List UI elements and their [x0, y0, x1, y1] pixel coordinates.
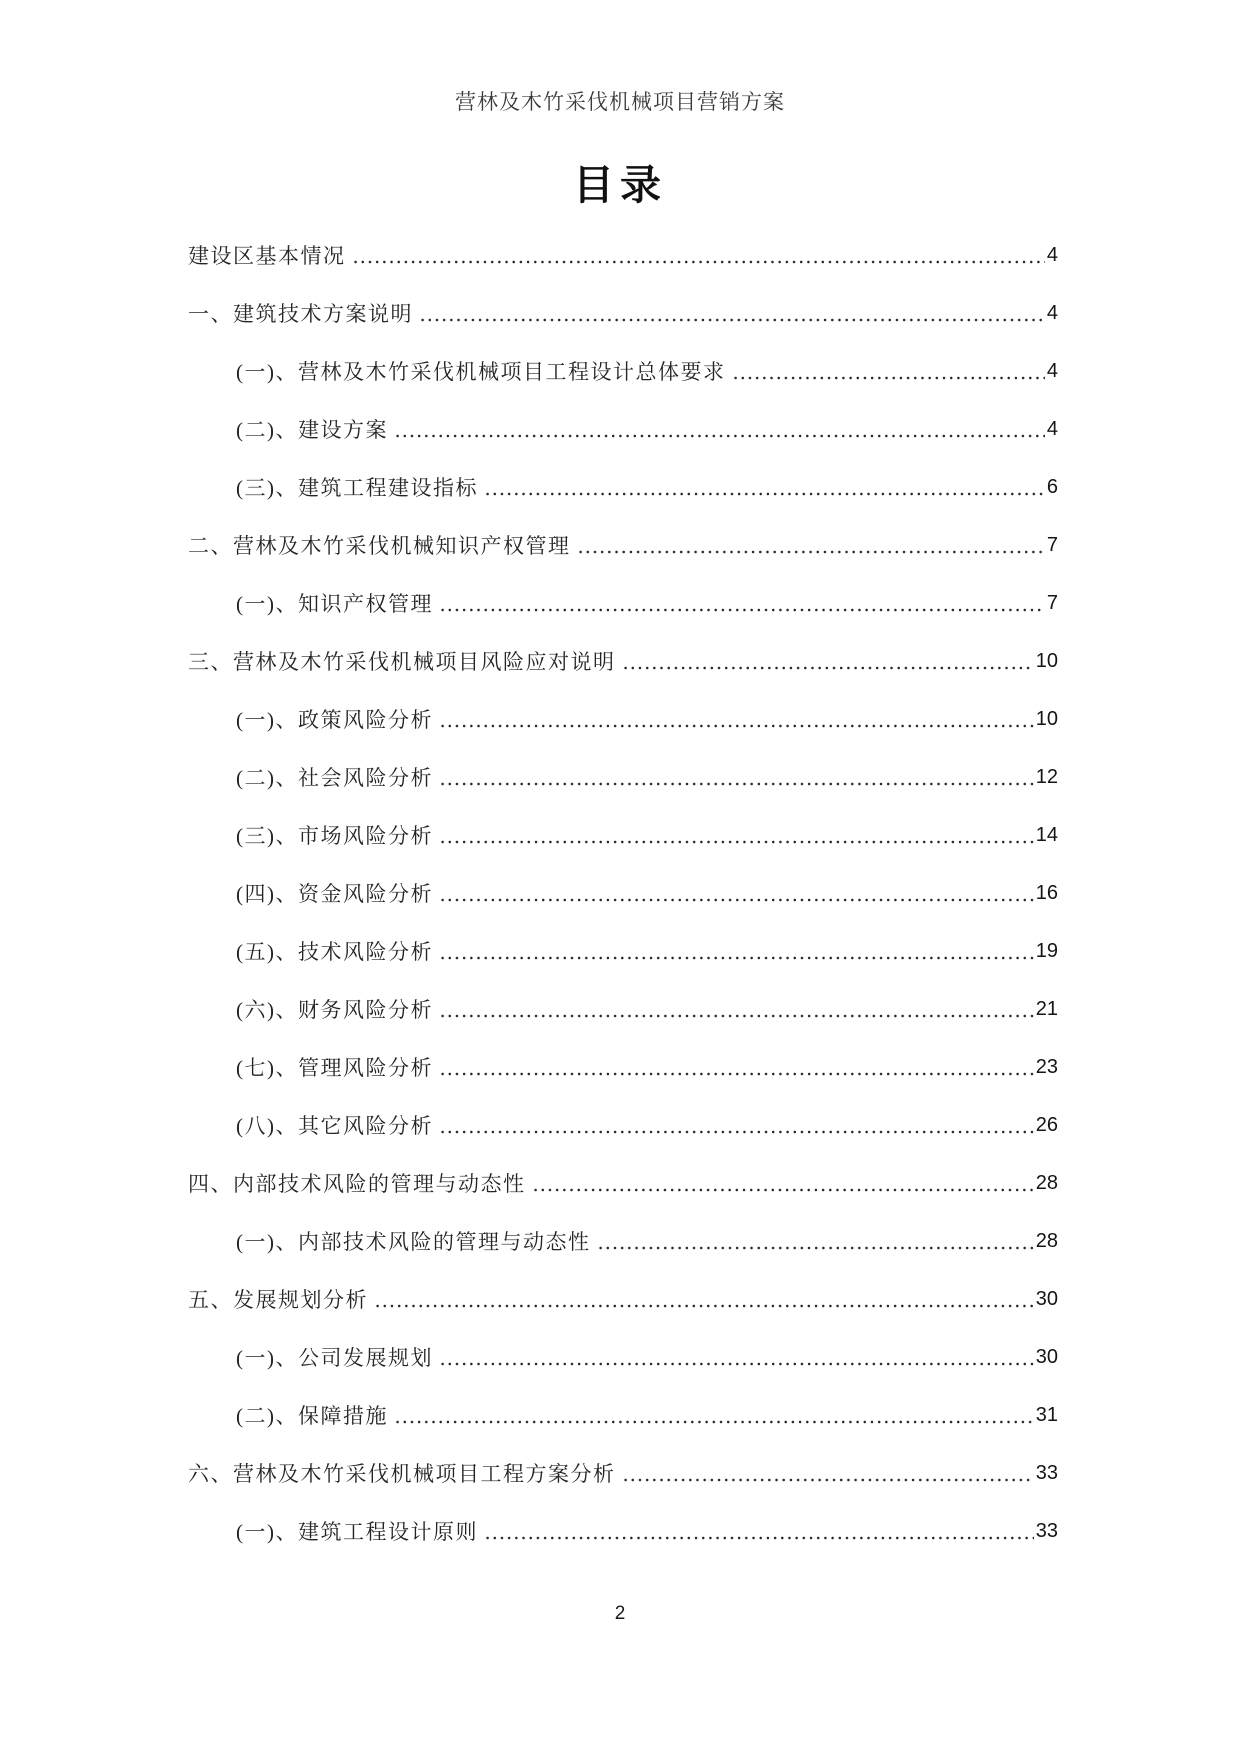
toc-entry[interactable]: [188, 806, 1058, 864]
toc-entry-label: (二)、社会风险分析: [236, 766, 433, 790]
toc-entry[interactable]: [188, 864, 1058, 922]
toc-entry-label: (二)、建设方案: [236, 418, 388, 442]
toc-dot-leader: [352, 226, 1045, 284]
toc-entry-page-number: 28: [1035, 1229, 1058, 1252]
toc-entry[interactable]: [188, 1270, 1058, 1328]
toc-entry-page-number: 14: [1035, 823, 1058, 846]
toc-entry-label: 六、营林及木竹采伐机械项目工程方案分析: [188, 1462, 616, 1486]
toc-entry-label: (一)、公司发展规划: [236, 1346, 433, 1370]
toc-entry-label: (三)、市场风险分析: [236, 824, 433, 848]
toc-entry-page-number: 31: [1035, 1403, 1058, 1426]
toc-entry-page-number: 6: [1046, 475, 1058, 498]
toc-entry[interactable]: [188, 1038, 1058, 1096]
toc-entry-label: 四、内部技术风险的管理与动态性: [188, 1172, 526, 1196]
document-header: [0, 86, 1240, 116]
footer-page-number: 2: [614, 1603, 626, 1624]
toc-entry-page-number: 4: [1046, 301, 1058, 324]
toc-entry-label: (一)、建筑工程设计原则: [236, 1520, 478, 1544]
toc-entry-label: 三、营林及木竹采伐机械项目风险应对说明: [188, 650, 616, 674]
document-header-title: 营林及木竹采伐机械项目营销方案: [455, 90, 785, 114]
page-footer: [0, 1603, 1240, 1625]
toc-entry-page-number: 23: [1035, 1055, 1058, 1078]
toc-dot-leader: [439, 1328, 1034, 1386]
toc-entry-page-number: 10: [1035, 707, 1058, 730]
toc-dot-leader: [439, 690, 1034, 748]
toc-entry-label: (六)、财务风险分析: [236, 998, 433, 1022]
toc-entry[interactable]: [188, 922, 1058, 980]
toc-entry-page-number: 21: [1035, 997, 1058, 1020]
toc-entry[interactable]: [188, 400, 1058, 458]
toc-entry-page-number: 30: [1035, 1345, 1058, 1368]
toc-dot-leader: [374, 1270, 1034, 1328]
toc-dot-leader: [439, 864, 1034, 922]
toc-entry-label: (一)、知识产权管理: [236, 592, 433, 616]
toc-entry-label: (二)、保障措施: [236, 1404, 388, 1428]
toc-dot-leader: [439, 1096, 1034, 1154]
toc-entry[interactable]: [188, 980, 1058, 1038]
toc-entry[interactable]: [188, 284, 1058, 342]
toc-entry-page-number: 7: [1046, 533, 1058, 556]
toc-entry[interactable]: [188, 1328, 1058, 1386]
toc-entry-label: (八)、其它风险分析: [236, 1114, 433, 1138]
toc-entry-page-number: 4: [1046, 243, 1058, 266]
toc-entry[interactable]: [188, 458, 1058, 516]
toc-dot-leader: [419, 284, 1045, 342]
toc-dot-leader: [577, 516, 1045, 574]
toc-dot-leader: [622, 632, 1034, 690]
toc-dot-leader: [597, 1212, 1034, 1270]
toc-entry[interactable]: [188, 226, 1058, 284]
toc-dot-leader: [732, 342, 1045, 400]
toc-entry[interactable]: [188, 1154, 1058, 1212]
toc-entry-page-number: 4: [1046, 417, 1058, 440]
toc-entry[interactable]: [188, 632, 1058, 690]
toc-entry[interactable]: [188, 690, 1058, 748]
toc-dot-leader: [439, 806, 1034, 864]
toc-dot-leader: [622, 1444, 1034, 1502]
toc-entry-label: 五、发展规划分析: [188, 1288, 368, 1312]
toc-entry-label: (一)、内部技术风险的管理与动态性: [236, 1230, 591, 1254]
toc-dot-leader: [394, 1386, 1034, 1444]
toc-entry-page-number: 30: [1035, 1287, 1058, 1310]
toc-entry[interactable]: [188, 1502, 1058, 1560]
toc-entry-label: (四)、资金风险分析: [236, 882, 433, 906]
toc-entry-page-number: 10: [1035, 649, 1058, 672]
toc-entry[interactable]: [188, 516, 1058, 574]
toc-dot-leader: [439, 922, 1034, 980]
toc-title: 目录: [573, 162, 667, 208]
toc-entry[interactable]: [188, 1386, 1058, 1444]
toc-entry-label: 二、营林及木竹采伐机械知识产权管理: [188, 534, 571, 558]
toc-entry-page-number: 16: [1035, 881, 1058, 904]
toc-dot-leader: [532, 1154, 1034, 1212]
toc-entry-page-number: 7: [1046, 591, 1058, 614]
toc-entry[interactable]: [188, 1212, 1058, 1270]
toc-dot-leader: [439, 1038, 1034, 1096]
toc-entry[interactable]: [188, 574, 1058, 632]
toc-dot-leader: [484, 1502, 1034, 1560]
toc-entry[interactable]: [188, 748, 1058, 806]
toc-entry-page-number: 12: [1035, 765, 1058, 788]
toc-dot-leader: [439, 980, 1034, 1038]
toc-entry-label: (一)、政策风险分析: [236, 708, 433, 732]
toc-entry-label: (五)、技术风险分析: [236, 940, 433, 964]
toc-entry[interactable]: [188, 1444, 1058, 1502]
toc-entry-label: (七)、管理风险分析: [236, 1056, 433, 1080]
toc-entry-label: 一、建筑技术方案说明: [188, 302, 413, 326]
toc-entry-page-number: 26: [1035, 1113, 1058, 1136]
toc-entry-page-number: 19: [1035, 939, 1058, 962]
toc-entry-page-number: 33: [1035, 1519, 1058, 1542]
toc-dot-leader: [394, 400, 1045, 458]
toc-entry-page-number: 28: [1035, 1171, 1058, 1194]
toc-entry-label: (三)、建筑工程建设指标: [236, 476, 478, 500]
toc-dot-leader: [439, 748, 1034, 806]
toc-list: [188, 226, 1058, 1560]
toc-entry-label: 建设区基本情况: [188, 244, 346, 268]
toc-dot-leader: [439, 574, 1045, 632]
toc-entry[interactable]: [188, 1096, 1058, 1154]
toc-entry[interactable]: [188, 342, 1058, 400]
toc-dot-leader: [484, 458, 1045, 516]
toc-entry-page-number: 33: [1035, 1461, 1058, 1484]
toc-entry-label: (一)、营林及木竹采伐机械项目工程设计总体要求: [236, 360, 726, 384]
toc-entry-page-number: 4: [1046, 359, 1058, 382]
